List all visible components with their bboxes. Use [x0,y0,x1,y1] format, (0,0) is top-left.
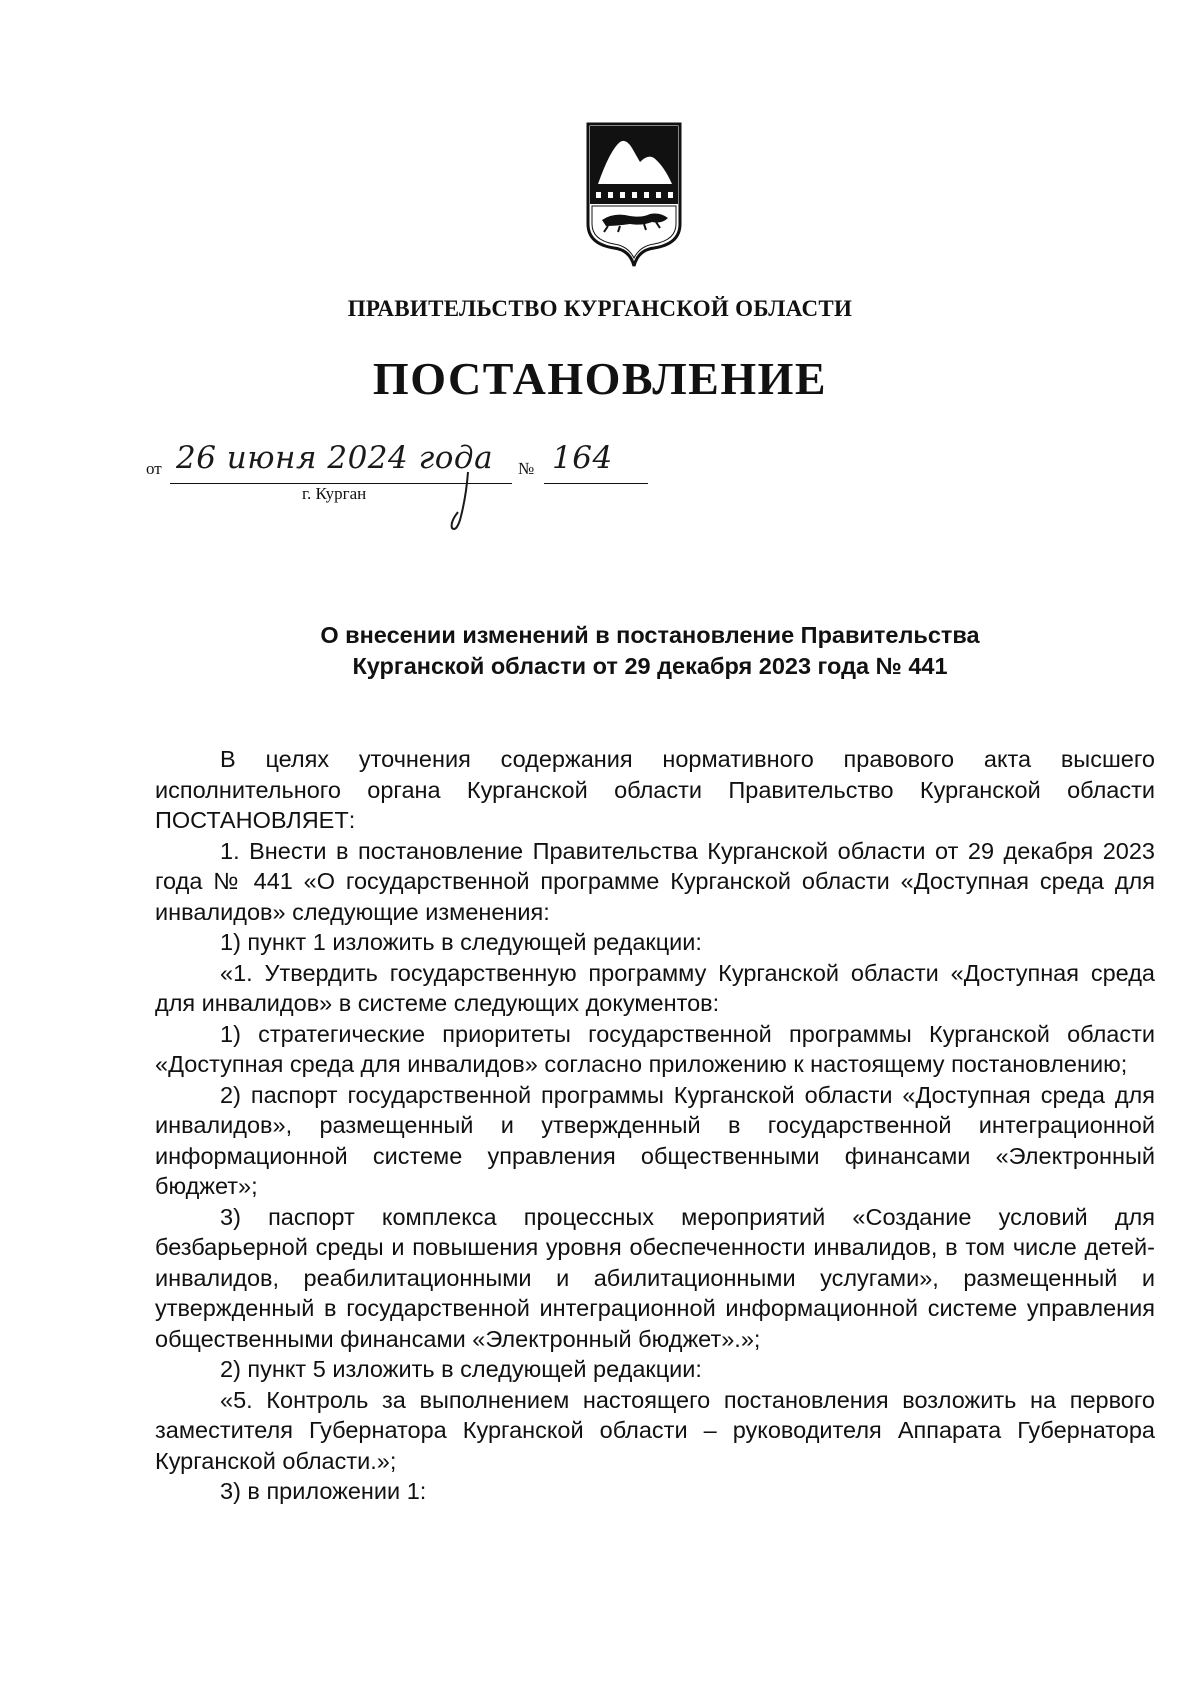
body-paragraph: «5. Контроль за выполнением настоящего постановления возложить на первого заместителя Губернатора Курганской области – руководителя Аппарата Губернатора Курганской области.»; [155,1386,1155,1474]
body-paragraph: В целях уточнения содержания нормативного правового акта высшего исполнительного органа Курганской области Правительство Курганской области ПОСТАНОВЛЯЕТ: [155,746,1155,833]
body-paragraph: 1) пункт 1 изложить в следующей редакции: [220,929,702,955]
body-paragraph: 1. Внести в постановление Правительства Курганской области от 29 декабря 2023 года № 441 «О государственной программе Курганской области «Доступная среда для инвалидов» следующие изменения: [155,837,1155,925]
body-paragraph: 2) пункт 5 изложить в следующей редакции: [220,1356,702,1382]
coat-of-arms-icon [584,120,684,268]
title-line-1: О внесении изменений в постановление Правительства [320,622,980,648]
document-type: ПОСТАНОВЛЕНИЕ [372,353,828,404]
organization-name: ПРАВИТЕЛЬСТВО КУРГАНСКОЙ ОБЛАСТИ [347,296,853,321]
body-paragraph: 1) стратегические приоритеты государственной программы Курганской области «Доступная среда для инвалидов» согласно приложению к настоящему постановлению; [155,1020,1155,1077]
body-paragraph: «1. Утвердить государственную программу Курганской области «Доступная среда для инвалидов» в системе следующих документов: [155,959,1155,1016]
city-label: г. Курган [302,484,367,503]
handwritten-number: 164 [552,440,613,476]
date-from-label: от [146,459,162,478]
body-paragraph: 3) паспорт комплекса процессных мероприятий «Создание условий для безбарьерной среды и повышения уровня обеспеченности инвалидов, в том числе детей-инвалидов, реабилитационными и абилитационными услугами», размещенный и утвержденный в государственной интеграционной информационной системе управления общественными финансами «Электронный бюджет».»; [155,1203,1155,1352]
number-label: № [518,459,535,478]
handwriting-stroke [446,468,486,538]
body-paragraph: 2) паспорт государственной программы Курганской области «Доступная среда для инвалидов», размещенный и утвержденный в государственной интеграционной информационной системе управления общественными финансами «Электронный бюджет»; [155,1081,1155,1199]
number-underline [544,483,648,484]
body-paragraph: 3) в приложении 1: [220,1478,427,1504]
document-body [155,744,1155,1507]
title-line-2: Курганской области от 29 декабря 2023 года № 441 [352,653,948,679]
document-title [120,620,1180,682]
handwritten-date: 26 июня 2024 года [176,440,494,476]
date-number-line [146,440,686,548]
